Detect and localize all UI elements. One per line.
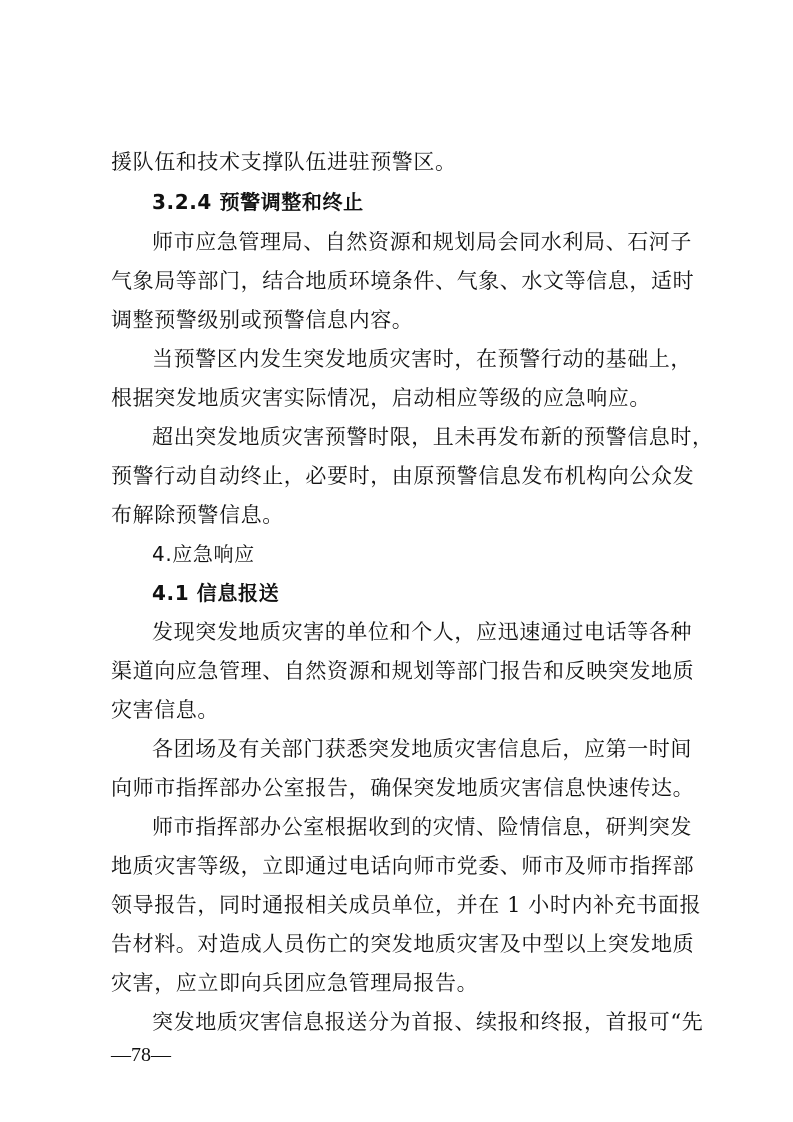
text-line-1: 援队伍和技术支撑队伍进驻预警区。 xyxy=(111,150,457,174)
text-line-14: 渠道向应急管理、自然资源和规划等部门报告和反映突发地质 xyxy=(111,659,695,683)
section-heading-3-2-4: 3.2.4 预警调整和终止 xyxy=(152,190,364,214)
text-line-18: 师市指挥部办公室根据收到的灾情、险情信息，研判突发 xyxy=(152,815,692,839)
text-line-6: 当预警区内发生突发地质灾害时，在预警行动的基础上， xyxy=(152,347,692,371)
page-number: —78— xyxy=(111,1044,171,1066)
section-heading-4: 4.应急响应 xyxy=(152,542,255,566)
text-line-17: 向师市指挥部办公室报告，确保突发地质灾害信息快速传达。 xyxy=(111,776,695,800)
text-line-22: 灾害，应立即向兵团应急管理局报告。 xyxy=(111,971,479,995)
text-line-13: 发现突发地质灾害的单位和个人，应迅速通过电话等各种 xyxy=(152,620,692,644)
text-line-3: 师市应急管理局、自然资源和规划局会同水利局、石河子 xyxy=(152,230,692,254)
text-line-15: 灾害信息。 xyxy=(111,698,219,722)
text-line-9: 预警行动自动终止，必要时，由原预警信息发布机构向公众发 xyxy=(111,464,695,488)
section-heading-4-1: 4.1 信息报送 xyxy=(152,581,280,605)
text-line-7: 根据突发地质灾害实际情况，启动相应等级的应急响应。 xyxy=(111,386,651,410)
text-line-21: 告材料。对造成人员伤亡的突发地质灾害及中型以上突发地质 xyxy=(111,932,695,956)
text-line-5: 调整预警级别或预警信息内容。 xyxy=(111,308,414,332)
text-line-20: 领导报告，同时通报相关成员单位，并在 1 小时内补充书面报 xyxy=(111,893,702,917)
text-line-10: 布解除预警信息。 xyxy=(111,503,284,527)
text-line-23: 突发地质灾害信息报送分为首报、续报和终报，首报可“先 xyxy=(152,1010,704,1034)
text-line-19: 地质灾害等级，立即通过电话向师市党委、师市及师市指挥部 xyxy=(111,854,695,878)
text-line-16: 各团场及有关部门获悉突发地质灾害信息后，应第一时间 xyxy=(152,737,692,761)
text-line-8: 超出突发地质灾害预警时限，且未再发布新的预警信息时， xyxy=(152,425,714,449)
text-line-4: 气象局等部门，结合地质环境条件、气象、水文等信息，适时 xyxy=(111,269,695,293)
